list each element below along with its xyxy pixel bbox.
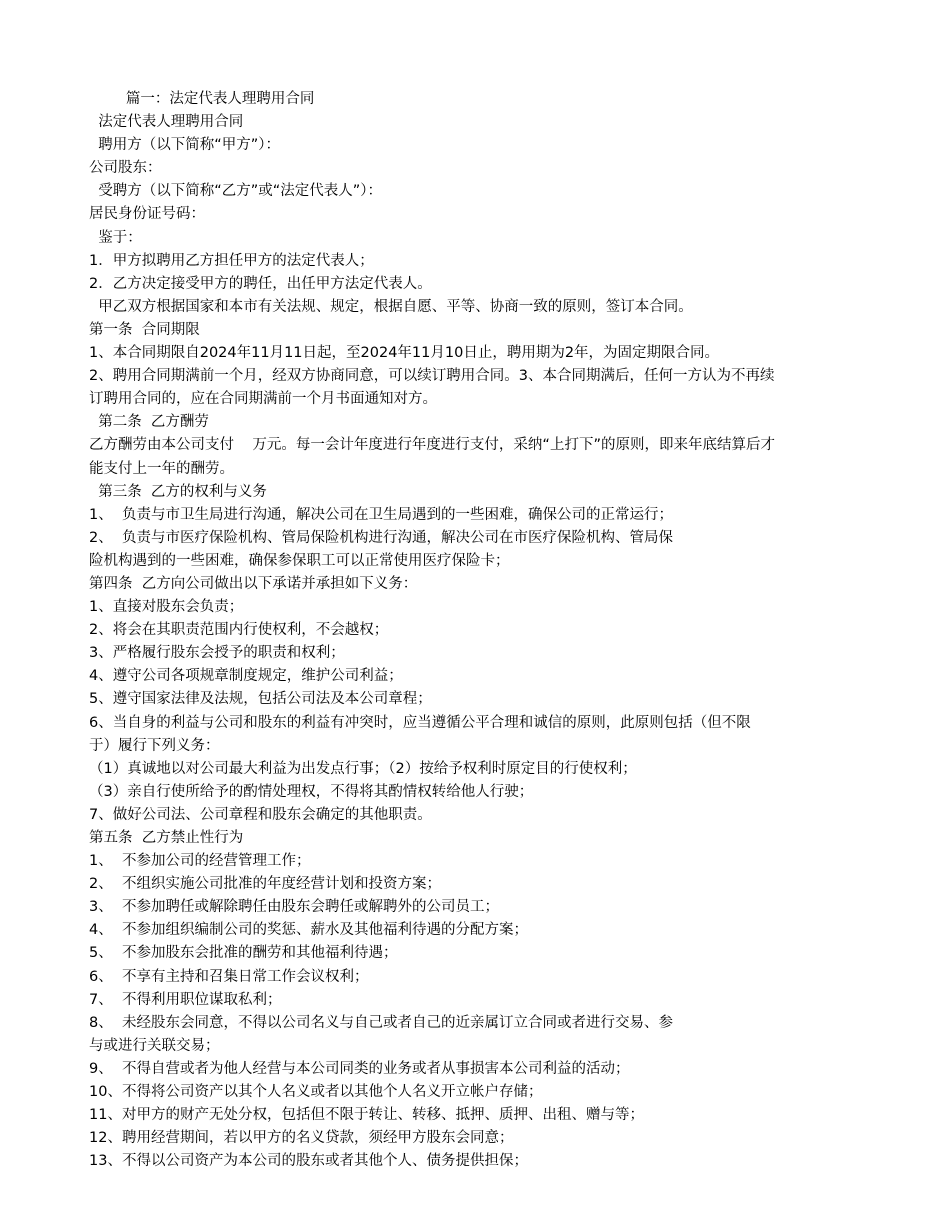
clause-line: 9、 不得自营或者为他人经营与本公司同类的业务或者从事损害本公司利益的活动；: [89, 1060, 630, 1077]
clause-line: 2、聘用合同期满前一个月，经双方协商同意，可以续订聘用合同。3、本合同期满后，任何一方认为不再续: [89, 368, 775, 385]
whereas-item: 1．甲方拟聘用乙方担任甲方的法定代表人；: [89, 252, 374, 269]
clause-line: 7、做好公司法、公司章程和股东会确定的其他职责。: [89, 806, 432, 823]
clause-line: 2、 负责与市医疗保险机构、管局保险机构进行沟通，解决公司在市医疗保险机构、管局保: [89, 529, 673, 546]
clause-line: 于）履行下列义务：: [89, 737, 220, 754]
article-heading: 第五条 乙方禁止性行为: [89, 830, 244, 846]
clause-line: 10、不得将公司资产以其个人名义或者以其他个人名义开立帐户存储；: [89, 1084, 543, 1101]
clause-line: 8、 未经股东会同意，不得以公司名义与自己或者自己的近亲属订立合同或者进行交易、参: [89, 1014, 673, 1031]
shareholder-label: 公司股东：: [89, 160, 162, 177]
preamble-paragraph: 甲乙双方根据国家和本市有关法规、规定，根据自愿、平等、协商一致的原则，签订本合同。: [89, 298, 693, 315]
clause-line: 1、直接对股东会负责；: [89, 599, 244, 616]
employer-label: 聘用方（以下简称“甲方”）：: [89, 137, 280, 154]
article-heading: 第二条 乙方酬劳: [89, 414, 209, 431]
clause-line: 5、 不参加股东会批准的酬劳和其他福利待遇；: [89, 945, 398, 962]
clause-line: 订聘用合同的，应在合同期满前一个月书面通知对方。: [89, 391, 437, 408]
clause-line: 11、对甲方的财产无处分权，包括但不限于转让、转移、抵押、质押、出租、赠与等；: [89, 1107, 644, 1124]
contract-title: 法定代表人理聘用合同: [89, 114, 244, 131]
article-heading: 第四条 乙方向公司做出以下承诺并承担如下义务：: [89, 575, 418, 592]
clause-line: 6、 不享有主持和召集日常工作会议权利；: [89, 968, 369, 985]
clause-line: 7、 不得利用职位谋取私利；: [89, 991, 282, 1008]
clause-line: 能支付上一年的酬劳。: [89, 460, 234, 477]
clause-line: 与或进行关联交易；: [89, 1037, 220, 1054]
clause-line: 6、当自身的利益与公司和股东的利益有冲突时，应当遵循公平合理和诚信的原则，此原则包括（但不限: [89, 714, 751, 731]
clause-line: 4、 不参加组织编制公司的奖惩、薪水及其他福利待遇的分配方案；: [89, 922, 528, 939]
clause-line: 12、聘用经营期间，若以甲方的名义贷款，须经甲方股东会同意；: [89, 1130, 514, 1147]
clause-line: 2、将会在其职责范围内行使权利，不会越权；: [89, 622, 389, 639]
document-heading: 篇一：法定代表人理聘用合同: [89, 91, 315, 107]
clause-line: 4、遵守公司各项规章制度规定，维护公司利益；: [89, 668, 403, 685]
article-heading: 第三条 乙方的权利与义务: [89, 483, 267, 500]
clause-line: 3、 不参加聘任或解除聘任由股东会聘任或解聘外的公司员工；: [89, 899, 499, 916]
clause-line: 3、严格履行股东会授予的职责和权利；: [89, 645, 345, 662]
clause-line: （3）亲自行使所给予的酌情处理权，不得将其酌情权转给他人行驶；: [89, 783, 534, 800]
whereas-item: 2．乙方决定接受甲方的聘任，出任甲方法定代表人。: [89, 275, 432, 292]
clause-line: 1、 负责与市卫生局进行沟通，解决公司在卫生局遇到的一些困难，确保公司的正常运行；: [89, 506, 673, 523]
article-heading: 第一条 合同期限: [89, 321, 200, 338]
clause-line: 1、 不参加公司的经营管理工作；: [89, 853, 311, 870]
clause-line: 乙方酬劳由本公司支付 万元。每一会计年度进行年度进行支付，采纳“上打下”的原则，即来年底结算后才: [89, 437, 775, 454]
document-page: [89, 88, 864, 1173]
clause-line: 5、遵守国家法律及法规，包括公司法及本公司章程；: [89, 691, 432, 708]
clause-line: 1、本合同期限自2024年11月11日起，至2024年11月10日止，聘用期为2年，为固定期限合同。: [89, 345, 720, 362]
id-number-label: 居民身份证号码：: [89, 206, 205, 223]
employee-label: 受聘方（以下简称“乙方”或“法定代表人”）：: [89, 183, 383, 200]
clause-line: （1）真诚地以对公司最大利益为出发点行事；（2）按给予权利时原定目的行使权利；: [89, 760, 637, 777]
whereas-label: 鉴于：: [89, 229, 142, 246]
clause-line: 险机构遇到的一些困难，确保参保职工可以正常使用医疗保险卡；: [89, 552, 510, 569]
clause-line: 13、不得以公司资产为本公司的股东或者其他个人、债务提供担保；: [89, 1153, 528, 1170]
clause-line: 2、 不组织实施公司批准的年度经营计划和投资方案；: [89, 876, 441, 893]
